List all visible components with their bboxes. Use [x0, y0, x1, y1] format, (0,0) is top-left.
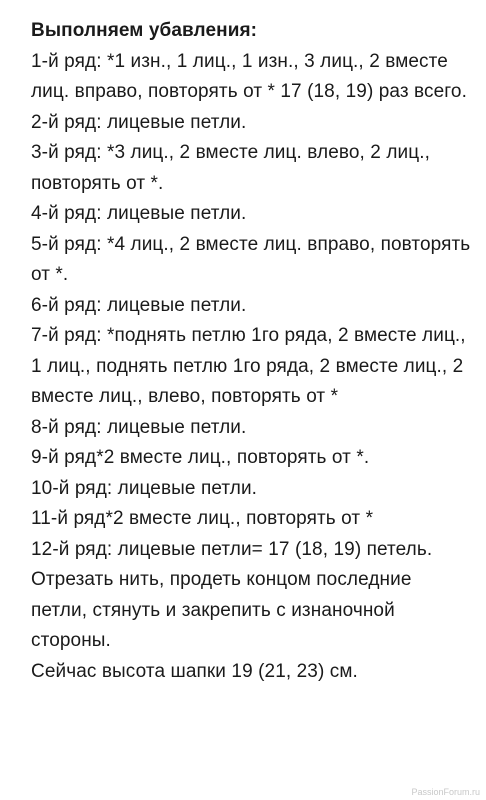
hat-height-note: Сейчас высота шапки 19 (21, 23) см.: [31, 660, 358, 682]
row-10-text: 10-й ряд: лицевые петли.: [31, 477, 258, 499]
finishing-instructions: Отрезать нить, продеть концом последние петли, стянуть и закрепить с изнаночной стороны.: [31, 569, 412, 651]
row-8-text: 8-й ряд: лицевые петли.: [31, 416, 247, 438]
row-6-text: 6-й ряд: лицевые петли.: [31, 294, 247, 316]
watermark: PassionForum.ru: [411, 787, 480, 797]
row-1-text: 1-й ряд: *1 изн., 1 лиц., 1 изн., 3 лиц., 2 вместе лиц. вправо, повторять от * 17 (18, 19) раз всего.: [31, 50, 467, 102]
document-body: [31, 16, 471, 687]
row-3-text: 3-й ряд: *3 лиц., 2 вместе лиц. влево, 2 лиц., повторять от *.: [31, 142, 430, 194]
row-7-text: 7-й ряд: *поднять петлю 1го ряда, 2 вместе лиц., 1 лиц., поднять петлю 1го ряда, 2 вместе лиц., 2 вместе лиц., влево, повторять от *: [31, 325, 466, 407]
row-5-text: 5-й ряд: *4 лиц., 2 вместе лиц. вправо, повторять от *.: [31, 233, 471, 285]
row-12-text: 12-й ряд: лицевые петли= 17 (18, 19) петель.: [31, 538, 433, 560]
row-2-text: 2-й ряд: лицевые петли.: [31, 111, 247, 133]
section-heading: Выполняем убавления:: [31, 20, 258, 41]
row-9-text: 9-й ряд*2 вместе лиц., повторять от *.: [31, 447, 370, 468]
row-11-text: 11-й ряд*2 вместе лиц., повторять от *: [31, 508, 374, 529]
row-4-text: 4-й ряд: лицевые петли.: [31, 203, 247, 224]
